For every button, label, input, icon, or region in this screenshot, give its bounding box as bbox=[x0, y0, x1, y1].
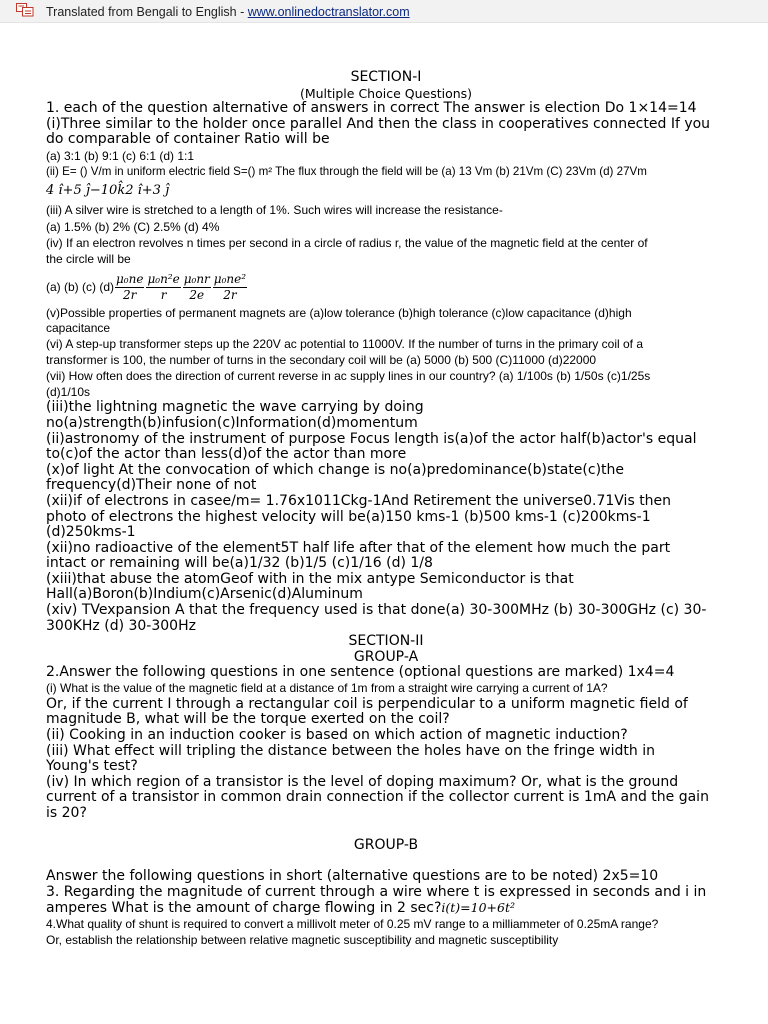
q1-xiv-line1: (xiv) TVexpansion A that the frequency used is that done(a) 30-300MHz (b) 30-300GHz (c) 30- bbox=[46, 602, 707, 619]
banner-prefix: Translated from Bengali to English - bbox=[46, 5, 248, 19]
translation-banner bbox=[0, 0, 768, 23]
q1-iv-labels: (a) (b) (c) (d) bbox=[46, 279, 114, 294]
q1-xi-line2: photo of electrons the highest velocity will be(a)150 kms-1 (b)500 kms-1 (c)200kms-1 bbox=[46, 508, 651, 525]
q1-x-line2: frequency(d)Their none of not bbox=[46, 477, 257, 494]
q1-i-options: (a) 3:1 (b) 9:1 (c) 6:1 (d) 1:1 bbox=[46, 148, 195, 163]
fraction-a: $\frac{\text{μ₀ne}}{2r}$ bbox=[116, 271, 144, 302]
q1-xi-line3: (d)250kms-1 bbox=[46, 524, 136, 541]
section1-subtitle: (Multiple Choice Questions) bbox=[299, 86, 473, 101]
q1-v-line2: capacitance bbox=[46, 321, 111, 336]
section1-title: SECTION-I bbox=[350, 69, 422, 85]
q3-formula: i(t)=10+6t² bbox=[441, 900, 516, 916]
q1-vii-line2: (d)1/10s bbox=[46, 384, 91, 399]
translate-icon bbox=[16, 3, 34, 17]
q1-vii-line1: (vii) How often does the direction of current reverse in ac supply lines in our country? (a) 1/100s (b) 1/50s (c)1/25s bbox=[46, 368, 651, 383]
q2-header: 2.Answer the following questions in one sentence (optional questions are marked) 1x4=4 bbox=[46, 664, 675, 681]
q1-ix-line2: to(c)of the actor than less(d)of the actor than more bbox=[46, 446, 407, 463]
q1-xii-line1: (xii)no radioactive of the element5T half life after that of the element how much the part bbox=[46, 539, 671, 556]
q2-i-or-line2: magnitude B, what will be the torque exerted on the coil? bbox=[46, 711, 450, 728]
banner-text bbox=[46, 5, 410, 19]
q1-xi-line1: (xii)if of electrons in casee/m= 1.76x1011Ckg-1And Retirement the universe0.71Vis then bbox=[46, 492, 672, 509]
q1-iv-line2: the circle will be bbox=[46, 252, 131, 267]
q1-viii-line2: no(a)strength(b)infusion(c)Information(d)momentum bbox=[46, 414, 418, 431]
fraction-b: $\frac{\text{μ₀n²e}}{r}$ bbox=[147, 271, 180, 302]
q3-question: amperes What is the amount of charge flowing in 2 sec? bbox=[46, 900, 442, 917]
q1-i-line2: do comparable of container Ratio will be bbox=[46, 131, 330, 148]
section2-title: SECTION-II bbox=[348, 633, 424, 650]
q1-iii-options: (a) 1.5% (b) 2% (C) 2.5% (d) 4% bbox=[46, 219, 220, 234]
q1-viii-line1: (iii)the lightning magnetic the wave carrying by doing bbox=[46, 399, 424, 416]
q1-ii: (ii) E= () V/m in uniform electric field S=() m² The flux through the field will be (a) 13 Vm (b) 21Vm (C) 23Vm (d) 27Vm bbox=[46, 165, 647, 179]
q3-line2 bbox=[46, 900, 726, 917]
translator-link[interactable]: www.onlinedoctranslator.com bbox=[247, 5, 410, 19]
q2-ii: (ii) Cooking in an induction cooker is based on which action of magnetic induction? bbox=[46, 727, 628, 744]
vector-s: 2 î+3 ĵ bbox=[125, 183, 170, 199]
q2-iv-line2: current of a transistor in common drain connection if the collector current is 1mA and the gain bbox=[46, 789, 709, 806]
fraction-d: $\frac{\text{μ₀ne²}}{2r}$ bbox=[213, 271, 247, 302]
fraction-c: $\frac{\text{μ₀nr}}{2e}$ bbox=[183, 271, 210, 302]
q1-ii-vectors bbox=[46, 180, 726, 202]
q2-i-or-line1: Or, if the current I through a rectangular coil is perpendicular to a uniform magnetic field of bbox=[46, 695, 688, 712]
q4-line1: 4.What quality of shunt is required to convert a millivolt meter of 0.25 mV range to a milliammeter of 0.25mA range? bbox=[46, 916, 659, 931]
q2-iv-line1: (iv) In which region of a transistor is the level of doping maximum? Or, what is the ground bbox=[46, 773, 679, 790]
group-a-title: GROUP-A bbox=[353, 648, 419, 665]
q1-xiv-line2: 300KHz (d) 30-300Hz bbox=[46, 617, 196, 634]
q2-iv-line3: is 20? bbox=[46, 804, 87, 821]
group-b-title: GROUP-B bbox=[353, 836, 419, 853]
q1-x-line1: (x)of light At the convocation of which change is no(a)predominance(b)state(c)the bbox=[46, 461, 625, 478]
q1-v-line1: (v)Possible properties of permanent magnets are (a)low tolerance (b)high tolerance (c)low capacitance (d)high bbox=[46, 305, 632, 320]
vector-k: k̂ bbox=[117, 183, 126, 199]
q1-iv-line1: (iv) If an electron revolves n times per second in a circle of radius r, the value of the magnetic field at the center of bbox=[46, 235, 648, 250]
q1-header: 1. each of the question alternative of answers in correct The answer is election Do 1×14=14 bbox=[46, 100, 697, 116]
q1-iii: (iii) A silver wire is stretched to a length of 1%. Such wires will increase the resistance- bbox=[46, 203, 503, 218]
q4-line2: Or, establish the relationship between relative magnetic susceptibility and magnetic susceptibility bbox=[46, 932, 559, 947]
q1-iv-options bbox=[46, 268, 726, 306]
q2-i: (i) What is the value of the magnetic field at a distance of 1m from a straight wire carrying a current of 1A? bbox=[46, 681, 608, 696]
q1-vi-line2: transformer is 100, the number of turns in the secondary coil will be (a) 5000 (b) 500 (C)11000 (d)22000 bbox=[46, 352, 597, 367]
group-b-header: Answer the following questions in short (alternative questions are to be noted) 2x5=10 bbox=[46, 868, 659, 885]
q1-vi-line1: (vi) A step-up transformer steps up the 220V ac potential to 11000V. If the number of turns in the primary coil of a bbox=[46, 337, 643, 352]
q1-xii-line2: intact or remaining will be(a)1/32 (b)1/5 (c)1/16 (d) 1/8 bbox=[46, 555, 433, 572]
vector-e: 4 î+5 ĵ−10 bbox=[46, 183, 118, 199]
q2-iii-line2: Young's test? bbox=[46, 758, 138, 775]
q1-i-line1: (i)Three similar to the holder once parallel And then the class in cooperatives connected If you bbox=[46, 115, 711, 132]
q1-ix-line1: (ii)astronomy of the instrument of purpose Focus length is(a)of the actor half(b)actor's equal bbox=[46, 430, 697, 447]
q2-iii-line1: (iii) What effect will tripling the distance between the holes have on the fringe width in bbox=[46, 742, 655, 759]
q1-xiii-line1: (xiii)that abuse the atomGeof with in the mix antype Semiconductor is that bbox=[46, 570, 574, 587]
q1-xiii-line2: Hall(a)Boron(b)Indium(c)Arsenic(d)Aluminum bbox=[46, 586, 363, 603]
document-body bbox=[46, 68, 726, 949]
q3-line1: 3. Regarding the magnitude of current through a wire where t is expressed in seconds and i in bbox=[46, 883, 707, 900]
